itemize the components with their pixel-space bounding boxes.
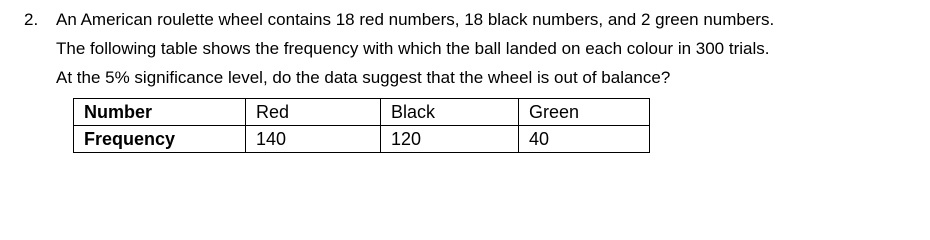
table-row-frequency (74, 126, 650, 153)
cell-green-frequency: 40 (519, 126, 650, 153)
question-line-2: The following table shows the frequency with which the ball landed on each colour in 300 trials. (56, 39, 770, 58)
question-number: 2. (24, 10, 39, 29)
frequency-table (73, 98, 650, 153)
table-row-number (74, 99, 650, 126)
question-line-3: At the 5% significance level, do the data suggest that the wheel is out of balance? (56, 68, 671, 87)
row-header-number: Number (74, 99, 246, 126)
question-line-1: An American roulette wheel contains 18 red numbers, 18 black numbers, and 2 green numbers. (56, 10, 775, 29)
cell-black-frequency: 120 (381, 126, 519, 153)
cell-red-frequency: 140 (246, 126, 381, 153)
row-header-frequency: Frequency (74, 126, 246, 153)
cell-black-label: Black (381, 99, 519, 126)
cell-green-label: Green (519, 99, 650, 126)
cell-red-label: Red (246, 99, 381, 126)
